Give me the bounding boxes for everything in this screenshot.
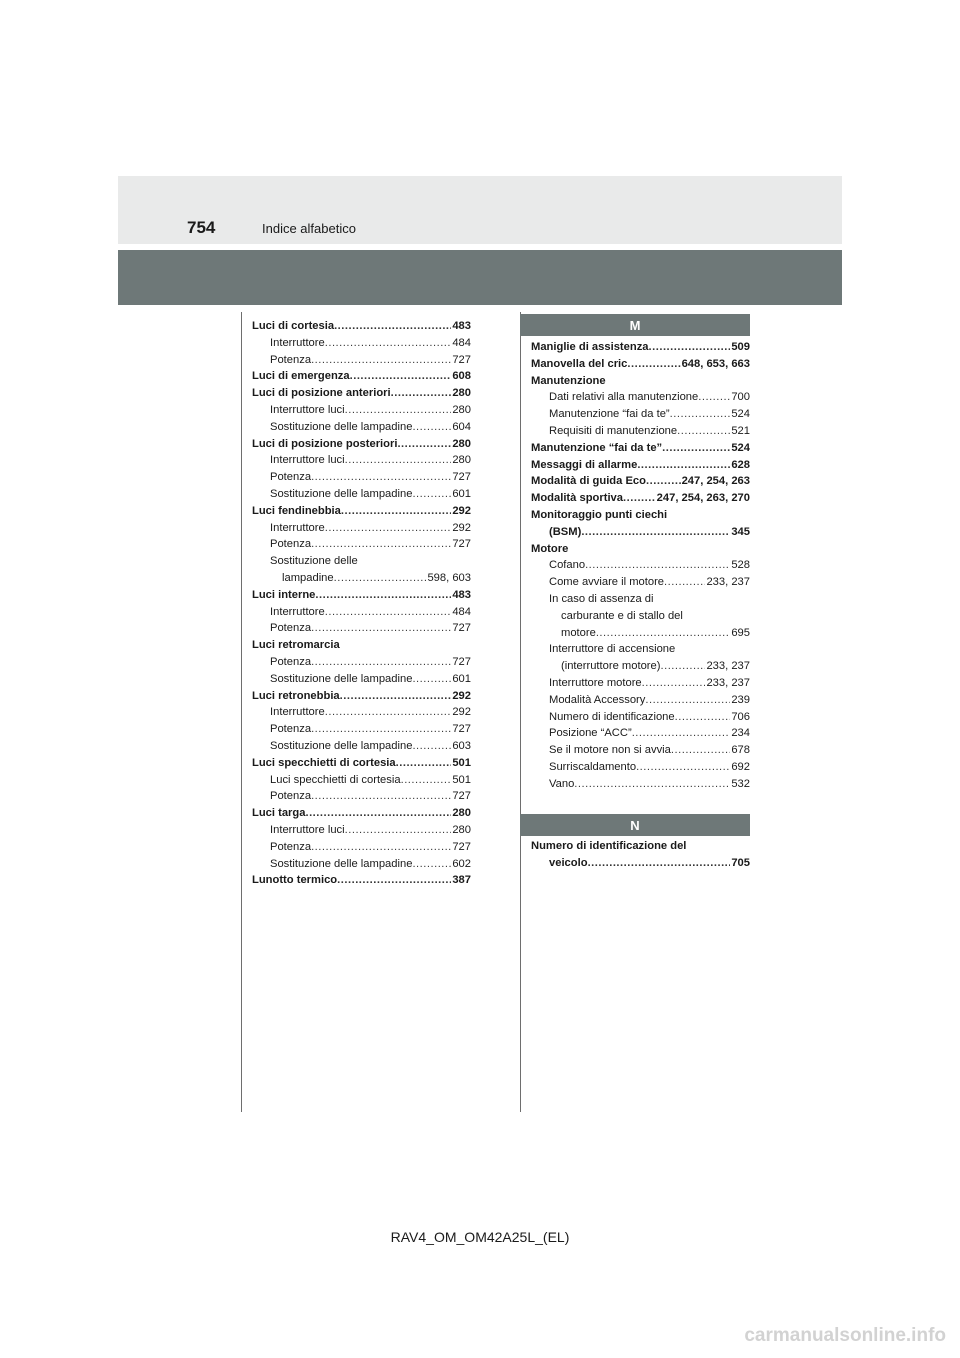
index-entry: Manutenzione “fai da te” ..... 524 [531, 440, 750, 457]
index-entry-continuation: veicolo ..... 705 [531, 855, 750, 872]
index-subentry: Interruttore luci ..... 280 [252, 452, 471, 469]
section-letter-m: M [520, 314, 750, 336]
index-entry: Modalità sportiva ..... 247, 254, 263, 270 [531, 490, 750, 507]
index-entry: Luci di emergenza ..... 608 [252, 368, 471, 385]
index-entry: Luci di posizione anteriori ..... 280 [252, 385, 471, 402]
document-code: RAV4_OM_OM42A25L_(EL) [390, 1229, 570, 1245]
index-subentry: Interruttore luci ..... 280 [252, 402, 471, 419]
index-subentry: Manutenzione “fai da te” ..... 524 [531, 406, 750, 423]
index-column-right-n [531, 838, 750, 872]
index-entry: Manutenzione [531, 374, 606, 387]
page-number: 754 [187, 218, 216, 237]
index-entry: Luci di cortesia ..... 483 [252, 318, 471, 335]
index-subentry: Interruttore ..... 292 [252, 704, 471, 721]
index-subentry: Vano ..... 532 [531, 776, 750, 793]
index-subentry: Posizione “ACC” ..... 234 [531, 725, 750, 742]
index-subentry: Potenza ..... 727 [252, 352, 471, 369]
index-entry: Monitoraggio punti ciechi [531, 508, 668, 521]
index-subentry: Sostituzione delle lampadine ..... 601 [252, 486, 471, 503]
index-subentry: lampadine ..... 598, 603 [252, 570, 471, 587]
index-entry: Maniglie di assistenza ..... 509 [531, 339, 750, 356]
index-entry: Luci di posizione posteriori ..... 280 [252, 436, 471, 453]
index-subentry: Se il motore non si avvia ..... 678 [531, 742, 750, 759]
index-subentry: Sostituzione delle lampadine ..... 602 [252, 856, 471, 873]
index-entry: Luci retromarcia [252, 639, 340, 652]
index-subentry: Requisiti di manutenzione ..... 521 [531, 423, 750, 440]
section-letter-n: N [520, 814, 750, 836]
index-entry: Motore [531, 542, 569, 555]
index-subentry: Numero di identificazione ..... 706 [531, 709, 750, 726]
header-top-band [118, 176, 842, 244]
index-entry: Luci fendinebbia ..... 292 [252, 503, 471, 520]
index-subentry: Potenza ..... 727 [252, 788, 471, 805]
index-subentry: Potenza ..... 727 [252, 536, 471, 553]
index-subentry: Luci specchietti di cortesia ..... 501 [252, 772, 471, 789]
section-title: Indice alfabetico [262, 221, 356, 236]
index-subentry: Potenza ..... 727 [252, 620, 471, 637]
index-entry: Lunotto termico ..... 387 [252, 872, 471, 889]
index-subentry: Sostituzione delle lampadine ..... 601 [252, 671, 471, 688]
header-dark-band [118, 250, 842, 305]
index-subentry: Cofano ..... 528 [531, 557, 750, 574]
index-subentry: motore ..... 695 [531, 625, 750, 642]
index-subentry: carburante e di stallo del [561, 609, 683, 622]
index-entry: Manovella del cric ..... 648, 653, 663 [531, 356, 750, 373]
watermark: carmanualsonline.info [744, 1325, 946, 1346]
column-divider-right [520, 312, 521, 1112]
index-entry-continuation: (BSM) ..... 345 [531, 524, 750, 541]
index-subentry: Potenza ..... 727 [252, 721, 471, 738]
index-subentry: Sostituzione delle lampadine ..... 603 [252, 738, 471, 755]
index-subentry: Sostituzione delle [270, 555, 358, 568]
index-subentry: Come avviare il motore ..... 233, 237 [531, 574, 750, 591]
index-column-left [252, 318, 471, 889]
index-subentry: Dati relativi alla manutenzione ..... 700 [531, 389, 750, 406]
index-subentry: Potenza ..... 727 [252, 654, 471, 671]
index-entry: Modalità di guida Eco ..... 247, 254, 263 [531, 473, 750, 490]
index-subentry: Interruttore luci ..... 280 [252, 822, 471, 839]
index-subentry: Modalità Accessory ..... 239 [531, 692, 750, 709]
index-subentry: Potenza ..... 727 [252, 469, 471, 486]
index-subentry: Interruttore motore ..... 233, 237 [531, 675, 750, 692]
index-subentry: Interruttore ..... 292 [252, 520, 471, 537]
index-entry: Luci retronebbia ..... 292 [252, 688, 471, 705]
index-entry: Luci interne ..... 483 [252, 587, 471, 604]
index-subentry: Sostituzione delle lampadine ..... 604 [252, 419, 471, 436]
index-entry: Numero di identificazione del [531, 840, 687, 852]
index-subentry: Interruttore di accensione [549, 643, 676, 656]
index-subentry: Interruttore ..... 484 [252, 335, 471, 352]
index-subentry: In caso di assenza di [549, 592, 654, 605]
index-subentry: Interruttore ..... 484 [252, 604, 471, 621]
index-subentry: Surriscaldamento ..... 692 [531, 759, 750, 776]
index-entry: Messaggi di allarme ..... 628 [531, 457, 750, 474]
index-subentry: (interruttore motore) ..... 233, 237 [531, 658, 750, 675]
index-entry: Luci specchietti di cortesia ..... 501 [252, 755, 471, 772]
index-entry: Luci targa ..... 280 [252, 805, 471, 822]
index-subentry: Potenza ..... 727 [252, 839, 471, 856]
index-column-right-m [531, 339, 750, 793]
column-divider-left [241, 312, 242, 1112]
